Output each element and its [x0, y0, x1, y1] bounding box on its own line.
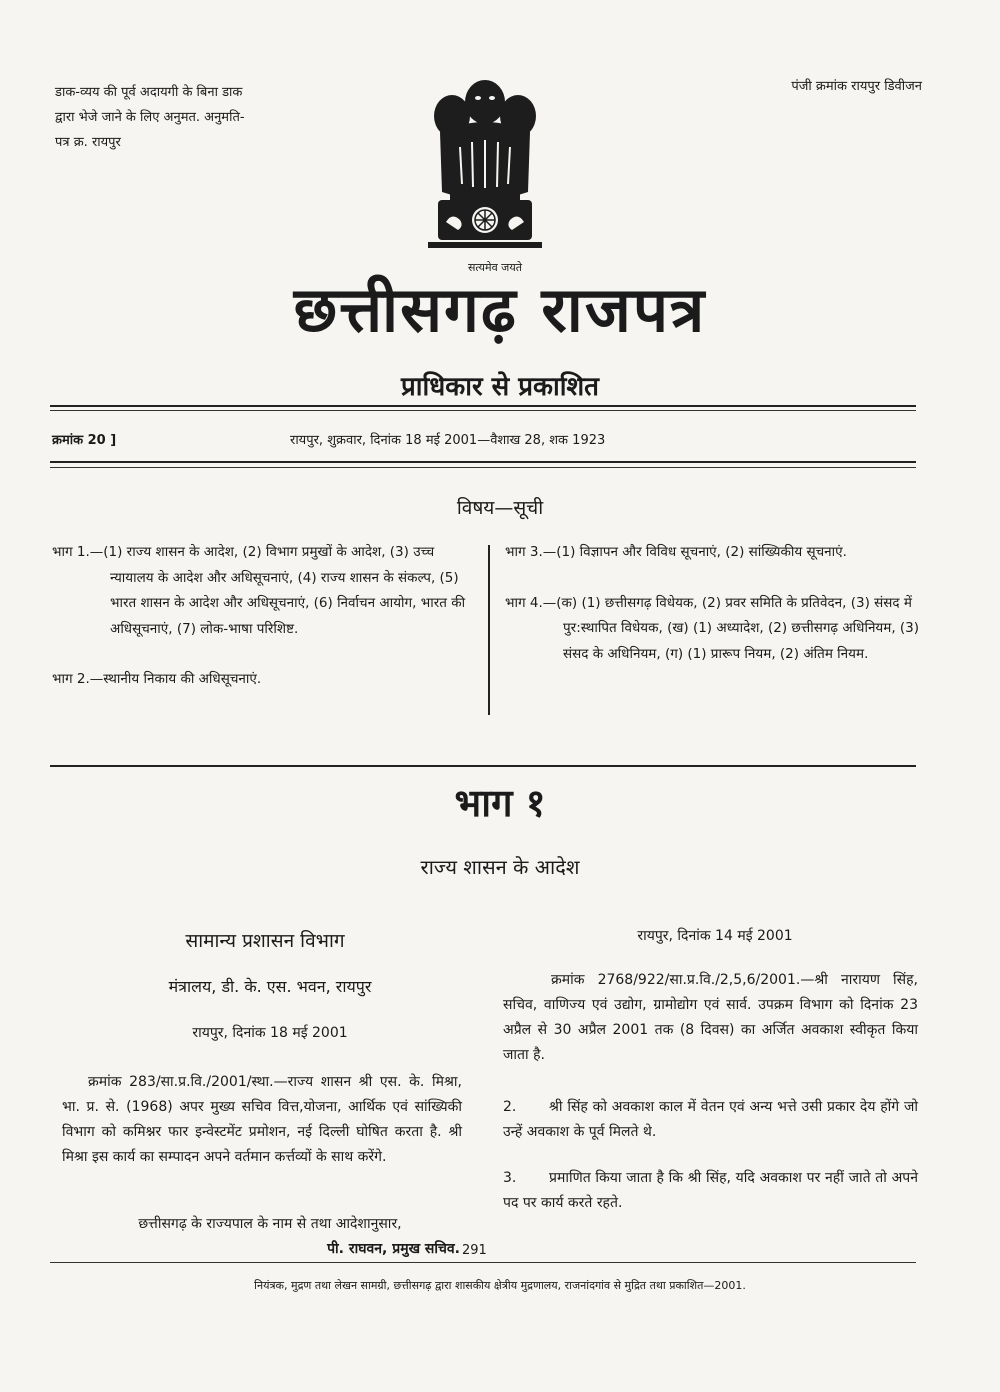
- right-notice-para3: [503, 1166, 918, 1216]
- printer-footer: नियंत्रक, मुद्रण तथा लेखन सामग्री, छत्तीसगढ़ द्वारा शासकीय क्षेत्रीय मुद्रणालय, राजनांदगांव से मुद्रित तथा प्रकाशित—2001.: [254, 1279, 746, 1292]
- emblem-motto: सत्यमेव जयते: [467, 261, 522, 274]
- right-notice-para1: क्रमांक 2768/922/सा.प्र.वि./2,5,6/2001.—श्री नारायण सिंह, सचिव, वाणिज्य एवं उद्योग, ग्रामोद्योग एवं सार्व. उपक्रम विभाग को दिनांक 23 अप्रैल से 30 अप्रैल 2001 तक (8 दिवस) का अर्जित अवकाश स्वीकृत किया जाता है.: [503, 972, 918, 1063]
- signature-line: छत्तीसगढ़ के राज्यपाल के नाम से तथा आदेशानुसार,: [138, 1216, 402, 1232]
- para-number: 2.: [503, 1099, 517, 1115]
- header-rule-bottom-thin: [50, 467, 916, 468]
- ministry-address: मंत्रालय, डी. के. एस. भवन, रायपुर: [168, 977, 372, 996]
- issue-date-line: रायपुर, शुक्रवार, दिनांक 18 मई 2001—वैशाख 28, शक 1923: [290, 433, 606, 448]
- part-subheading: राज्य शासन के आदेश: [420, 855, 580, 879]
- signatory-name: पी. राघवन, प्रमुख सचिव.: [327, 1241, 460, 1257]
- registration-number: पंजी क्रमांक रायपुर डिवीजन: [791, 79, 922, 94]
- footer-rule: [50, 1262, 916, 1263]
- section-rule: [50, 765, 916, 767]
- part-heading: भाग १: [454, 780, 546, 825]
- issue-number: क्रमांक 20 ]: [52, 433, 117, 448]
- left-notice-signature: [80, 1212, 460, 1262]
- contents-divider: [488, 545, 490, 715]
- right-notice-date: रायपुर, दिनांक 14 मई 2001: [637, 928, 793, 944]
- postal-permission-note: डाक-व्यय की पूर्व अदायगी के बिना डाक द्वारा भेजे जाने के लिए अनुमत. अनुमति-पत्र क्र. रायपुर: [55, 85, 245, 150]
- header-rule-top: [50, 405, 916, 407]
- gazette-title: छत्तीसगढ़ राजपत्र: [293, 273, 707, 346]
- contents-item: भाग 4.—(क) (1) छत्तीसगढ़ विधेयक, (2) प्रवर समिति के प्रतिवेदन, (3) संसद में पुर:स्थापित विधेयक, (ख) (1) अध्यादेश, (2) छत्तीसगढ़ अधिनियम, (3) संसद के अधिनियम, (ग) (1) प्रारूप नियम, (2) अंतिम नियम.: [505, 594, 920, 662]
- para-number: 3.: [503, 1170, 517, 1186]
- left-notice-body: क्रमांक 283/सा.प्र.वि./2001/स्था.—राज्य शासन श्री एस. के. मिश्रा, भा. प्र. से. (1968) अपर मुख्य सचिव वित्त,योजना, आर्थिक एवं सांख्यिकी विभाग को कमिश्नर फार इन्वेस्टमेंट प्रमोशन, नई दिल्ली घोषित करता है. श्री मिश्रा इस कार्य का सम्पादन अपने वर्तमान कर्त्तव्यों के साथ करेंगे.: [62, 1074, 462, 1165]
- para-text: प्रमाणित किया जाता है कि श्री सिंह, यदि अवकाश पर नहीं जाते तो अपने पद पर कार्य करते रहते.: [503, 1170, 918, 1211]
- contents-item: भाग 2.—स्थानीय निकाय की अधिसूचनाएं.: [52, 671, 262, 687]
- contents-right-column: [505, 540, 920, 692]
- contents-left-column: [52, 540, 477, 718]
- page-number: 291: [462, 1243, 487, 1258]
- ashoka-emblem-icon: [420, 72, 550, 262]
- contents-item: भाग 3.—(1) विज्ञापन और विविध सूचनाएं, (2) सांख्यिकीय सूचनाएं.: [505, 544, 847, 560]
- left-notice-date: रायपुर, दिनांक 18 मई 2001: [192, 1025, 348, 1041]
- contents-item: भाग 1.—(1) राज्य शासन के आदेश, (2) विभाग प्रमुखों के आदेश, (3) उच्च न्यायालय के आदेश और अधिसूचनाएं, (4) राज्य शासन के संकल्प, (5) भारत शासन के आदेश और अधिसूचनाएं, (6) निर्वाचन आयोग, भारत की अधिसूचनाएं, (7) लोक-भाषा परिशिष्ट.: [52, 544, 466, 637]
- department-name: सामान्य प्रशासन विभाग: [185, 930, 345, 952]
- published-by-authority: प्राधिकार से प्रकाशित: [401, 372, 599, 402]
- right-notice-para2: [503, 1095, 918, 1145]
- contents-title: विषय—सूची: [456, 497, 544, 519]
- header-rule-bottom: [50, 461, 916, 463]
- para-text: श्री सिंह को अवकाश काल में वेतन एवं अन्य भत्ते उसी प्रकार देय होंगे जो उन्हें अवकाश के पूर्व मिलते थे.: [503, 1099, 918, 1140]
- header-rule-top-thin: [50, 410, 916, 411]
